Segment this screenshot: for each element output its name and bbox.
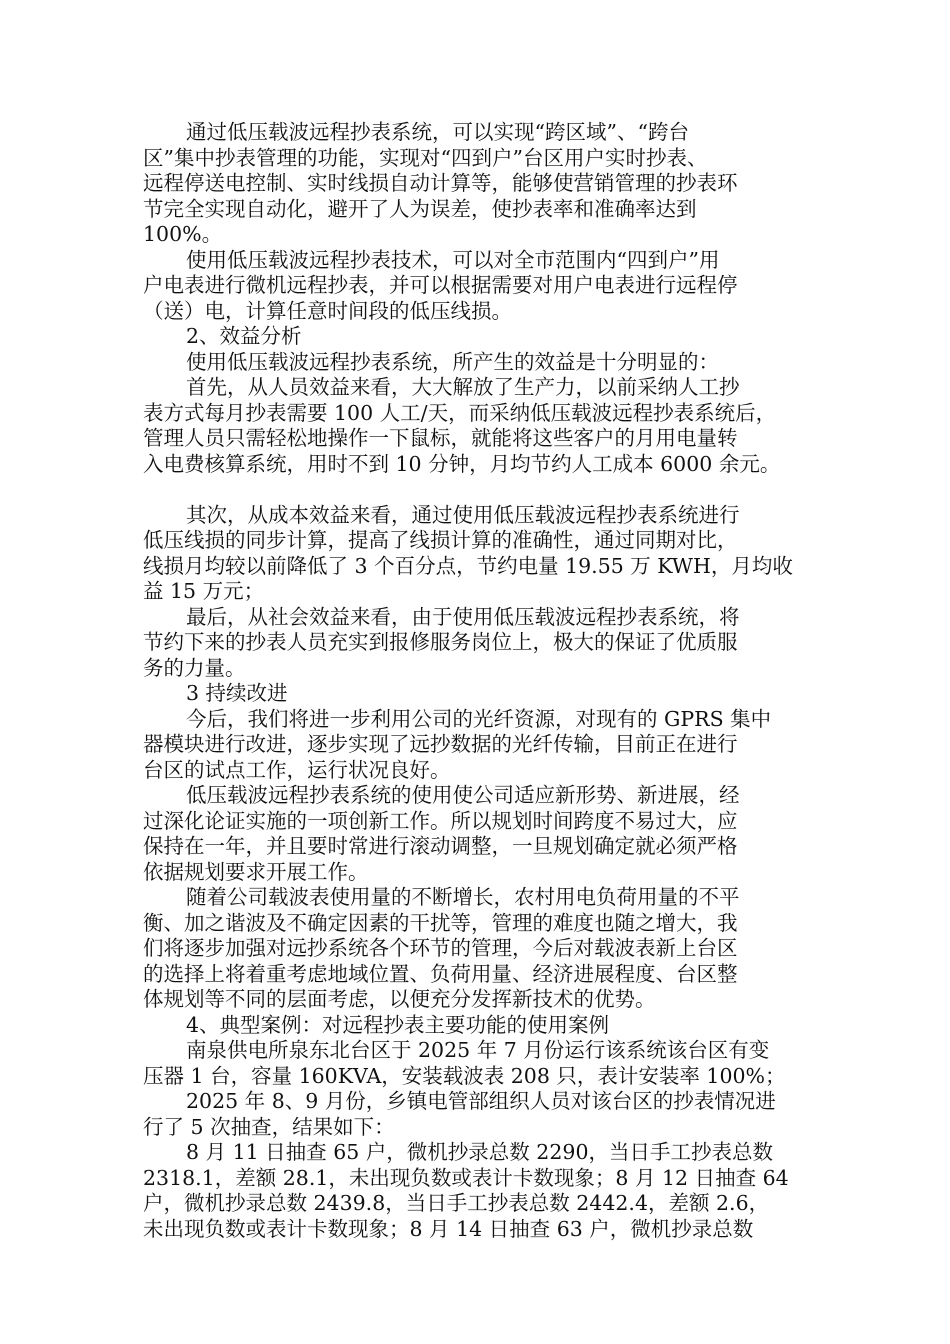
text-line: 管理人员只需轻松地操作一下鼠标，就能将这些客户的月用电量转 — [143, 426, 738, 450]
text-line: 首先，从人员效益来看，大大解放了生产力，以前采纳人工抄 — [186, 375, 740, 399]
text-line: 体规划等不同的层面考虑，以便充分发挥新技术的优势。 — [143, 987, 656, 1011]
text-line: 随着公司载波表使用量的不断增长，农村用电负荷用量的不平 — [186, 885, 740, 909]
text-line: 2、效益分析 — [186, 324, 302, 348]
text-line: 南泉供电所泉东北台区于 2025 年 7 月份运行该系统该台区有变 — [186, 1038, 770, 1062]
text-line: 益 15 万元； — [143, 579, 265, 603]
text-line: 衡、加之谐波及不确定因素的干扰等，管理的难度也随之增大，我 — [143, 910, 738, 935]
text-line: 使用低压载波远程抄表技术，可以对全市范围内“四到户”用 — [186, 247, 720, 272]
text-line: 3 持续改进 — [186, 681, 288, 705]
text-line: 今后，我们将进一步利用公司的光纤资源，对现有的 GPRS 集中 — [186, 706, 772, 731]
text-line: 节约下来的抄表人员充实到报修服务岗位上，极大的保证了优质服 — [143, 630, 738, 654]
text-line: 远程停送电控制、实时线损自动计算等，能够使营销管理的抄表环 — [143, 171, 738, 195]
text-line: 使用低压载波远程抄表系统，所产生的效益是十分明显的： — [186, 349, 719, 374]
text-line: 过深化论证实施的一项创新工作。所以规划时间跨度不易过大，应 — [143, 808, 738, 833]
text-line: 低压线损的同步计算，提高了线损计算的准确性，通过同期对比， — [143, 528, 738, 552]
text-line: 的选择上将着重考虑地域位置、负荷用量、经济进展程度、台区整 — [143, 961, 738, 986]
text-line: 器模块进行改进，逐步实现了远抄数据的光纤传输，目前正在进行 — [143, 732, 738, 756]
text-line: 低压载波远程抄表系统的使用使公司适应新形势、新进展，经 — [186, 783, 740, 807]
text-line: （送）电，计算任意时间段的低压线损。 — [143, 298, 512, 323]
text-line: 2025 年 8、9 月份，乡镇电管部组织人员对该台区的抄表情况进 — [186, 1089, 776, 1113]
text-line: 们将逐步加强对远抄系统各个环节的管理，今后对载波表新上台区 — [143, 936, 738, 960]
text-line: 区”集中抄表管理的功能，实现对“四到户”台区用户实时抄表、 — [143, 145, 708, 170]
text-line: 节完全实现自动化，避开了人为误差，使抄表率和准确率达到 — [143, 196, 697, 221]
text-line: 户电表进行微机远程抄表，并可以根据需要对用户电表进行远程停 — [143, 273, 738, 297]
text-line: 其次，从成本效益来看，通过使用低压载波远程抄表系统进行 — [186, 502, 740, 527]
text-line: 线损月均较以前降低了 3 个百分点，节约电量 19.55 万 KWH，月均收 — [143, 553, 793, 578]
text-line: 最后，从社会效益来看，由于使用低压载波远程抄表系统，将 — [186, 604, 740, 629]
text-line: 户，微机抄录总数 2439.8，当日手工抄表总数 2442.4，差额 2.6， — [143, 1191, 770, 1215]
text-line: 入电费核算系统，用时不到 10 分钟，月均节约人工成本 6000 余元。 — [143, 451, 781, 476]
blank-line — [143, 477, 808, 503]
text-line: 通过低压载波远程抄表系统，可以实现“跨区域”、“跨台 — [186, 120, 689, 144]
text-line: 未出现负数或表计卡数现象；8 月 14 日抽查 63 户，微机抄录总数 — [143, 1216, 754, 1241]
document-body — [143, 120, 808, 1242]
text-line: 2318.1，差额 28.1，未出现负数或表计卡数现象；8 月 12 日抽查 64 — [143, 1165, 789, 1190]
text-line: 依据规划要求开展工作。 — [143, 859, 369, 884]
text-line: 表方式每月抄表需要 100 人工/天，而采纳低压载波远程抄表系统后， — [143, 400, 777, 425]
text-line: 行了 5 次抽查，结果如下： — [143, 1114, 395, 1139]
text-line: 保持在一年，并且要时常进行滚动调整，一旦规划确定就必须严格 — [143, 834, 738, 858]
text-line: 4、典型案例：对远程抄表主要功能的使用案例 — [186, 1012, 610, 1037]
text-line: 务的力量。 — [143, 655, 246, 680]
text-line: 台区的试点工作，运行状况良好。 — [143, 757, 451, 782]
text-line: 压器 1 台，容量 160KVA，安装载波表 208 只，表计安装率 100%； — [143, 1063, 786, 1088]
text-line: 100%。 — [143, 222, 223, 246]
text-line: 8 月 11 日抽查 65 户，微机抄录总数 2290，当日手工抄表总数 — [186, 1140, 773, 1164]
